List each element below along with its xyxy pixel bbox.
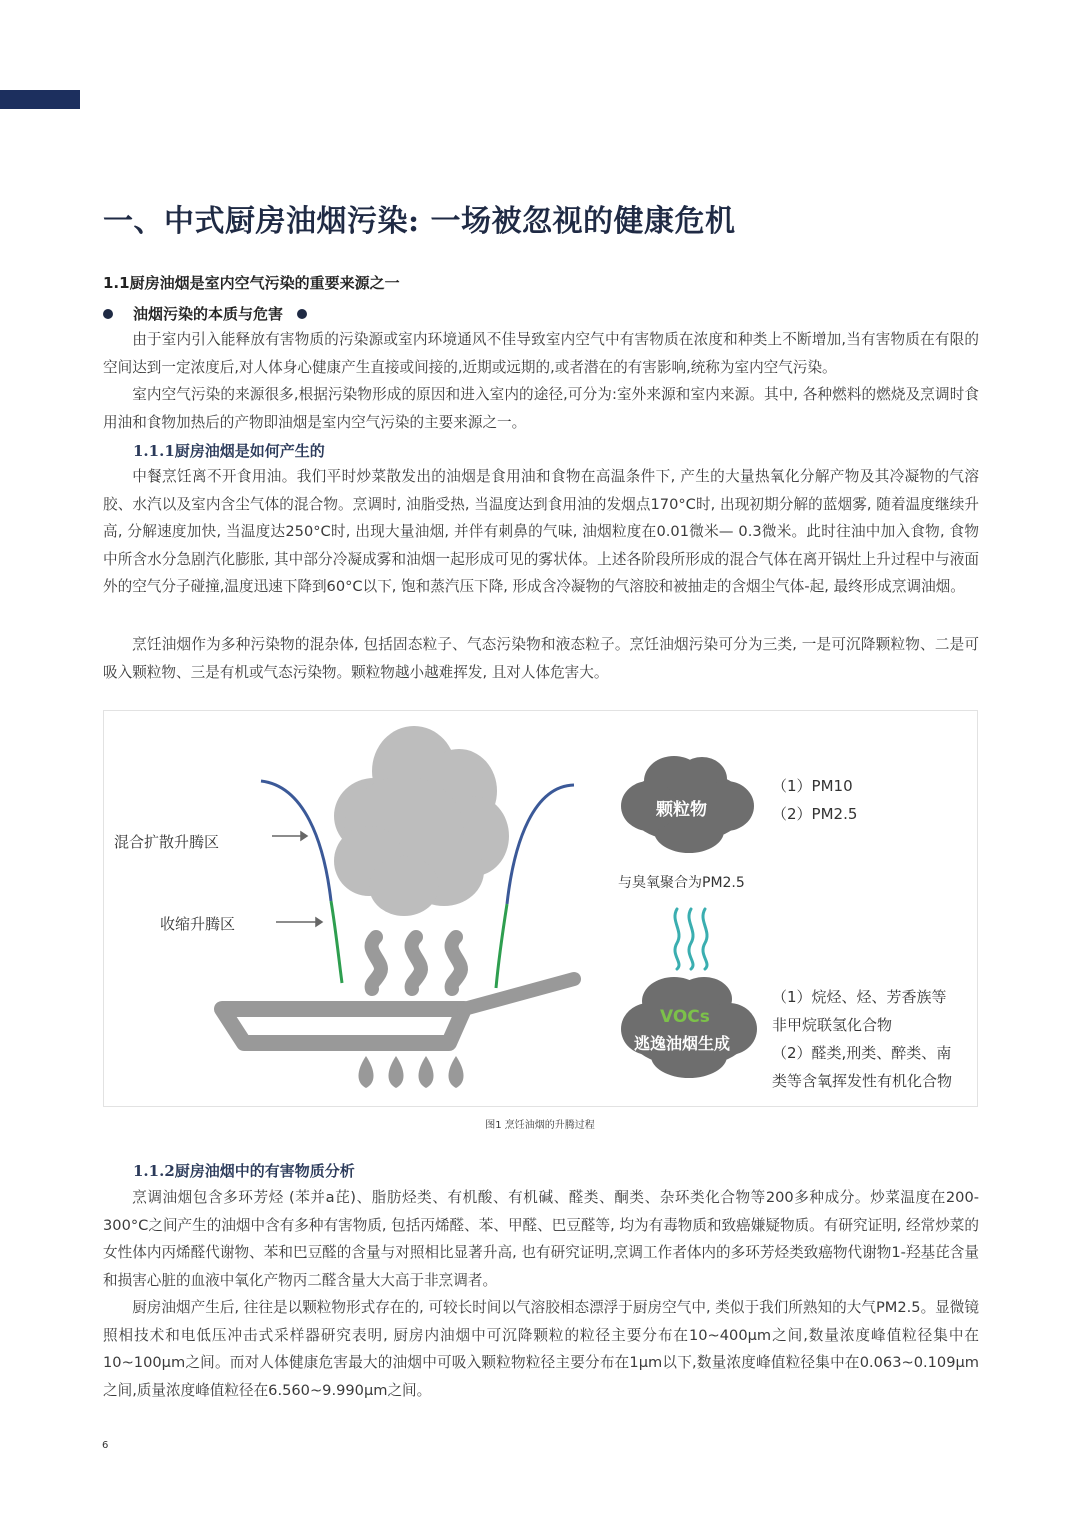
section-heading-1-1-1: 1.1.1厨房油烟是如何产生的 [133,442,325,460]
page-number: 6 [102,1440,109,1451]
bullet-dot-icon [297,309,307,319]
figure-cooking-fume-diagram [103,710,978,1107]
mixing-zone-curve-right [507,785,574,904]
vocs-item: （2）醛类,刑类、醉类、南 [772,1044,952,1062]
label-mixing-diffusion-zone: 混合扩散升腾区 [114,833,220,851]
paragraph: 室内空气污染的来源很多,根据污染物形成的原因和进入室内的途径,可分为:室外来源和室内来源。其中, 各种燃料的燃烧及烹调时食用油和食物加热后的产物即油烟是室内空气污染的主要来源之一。 [103,386,979,431]
contraction-zone-curve-left [331,901,342,983]
particles-cloud-label: 颗粒物 [656,800,707,820]
label-contraction-zone: 收缩升腾区 [160,915,236,933]
bullet-heading [103,303,307,324]
section-heading-1-1-2: 1.1.2厨房油烟中的有害物质分析 [133,1162,355,1180]
bullet-dot-icon [103,309,113,319]
smoke-cloud-icon [334,726,509,916]
arrow-icon [272,832,322,926]
vocs-title: VOCs [660,1007,710,1027]
bullet-heading-label: 油烟污染的本质与危害 [133,305,284,323]
ozone-polymerization-text: 与臭氧聚合为PM2.5 [618,875,745,891]
paragraph: 厨房油烟产生后, 往往是以颗粒物形式存在的, 可较长时间以气溶胶相态漂浮于厨房空气中, 类似于我们所熟知的大气PM2.5。显微镜照相技术和电低压冲击式采样器研究表明, 厨房内油烟中可沉降颗粒的粒径主要分布在10~400μm之间,数量浓度峰值粒径集中在10~100μm之间。而对人体健康危害最大的油烟中可吸入颗粒物粒径主要分布在1μm以下,数量浓度峰值粒径集中在0.063~0.109μm之间,质量浓度峰值粒径在6.560~9.990μm之间。 [103,1299,979,1399]
paragraph: 烹饪油烟作为多种污染物的混杂体, 包括固态粒子、气态污染物和液态粒子。烹饪油烟污染可分为三类, 一是可沉降颗粒物、二是可吸入颗粒物、三是有机或气态污染物。颗粒物越小越难挥发, 且对人体危害大。 [103,636,979,681]
heat-wave-icon [675,909,707,969]
header-accent-bar [0,90,80,109]
steam-icon [372,937,461,989]
mixing-zone-curve-left [261,781,331,901]
page-title: 一、中式厨房油烟污染: 一场被忽视的健康危机 [103,204,736,239]
vocs-cloud-icon [621,977,757,1078]
vocs-subtitle: 逃逸油烟生成 [634,1034,731,1053]
particles-item: （2）PM2.5 [772,805,858,823]
vocs-item: 类等含氧挥发性有机化合物 [772,1072,953,1090]
particles-item: （1）PM10 [772,777,853,795]
contraction-zone-curve-right [496,904,507,988]
section-heading-1-1: 1.1厨房油烟是室内空气污染的重要来源之一 [103,274,400,292]
paragraph: 中餐烹饪离不开食用油。我们平时炒菜散发出的油烟是食用油和食物在高温条件下, 产生的大量热氧化分解产物及其冷凝物的气溶胶、水汽以及室内含尘气体的混合物。烹调时, 油脂受热, 当温度达到食用油的发烟点170°C时, 出现初期分解的蓝烟雾, 随着温度继续升高, 分解速度加快, 当温度达250°C时, 出现大量油烟, 并伴有刺鼻的气味, 油烟粒度在0.01微米— 0.3微米。此时往油中加入食物, 食物中所含水分急剧汽化膨胀, 其中部分冷凝成雾和油烟一起形成可见的雾状体。上述各阶段所形成的混合气体在离开锅灶上升过程中与液面外的空气分子碰撞,温度迅速下降到60°C以下, 饱和蒸汽压下降, 形成含冷凝物的气溶胶和被抽走的含烟尘气体-起, 最终形成烹调油烟。 [103,468,979,595]
flame-icon [359,1056,464,1088]
frying-pan-icon [222,979,574,1043]
paragraph: 由于室内引入能释放有害物质的污染源或室内环境通风不佳导致室内空气中有害物质在浓度和种类上不断增加,当有害物质在有限的空间达到一定浓度后,对人体身心健康产生直接或间接的,近期或远期的,或者潜在的有害影响,统称为室内空气污染。 [103,331,979,376]
vocs-item: （1）烷烃、烃、芳香族等 [772,988,947,1006]
figure-caption: 图1 烹饪油烟的升腾过程 [485,1120,595,1131]
paragraph: 烹调油烟包含多环芳烃 (苯并a芘)、脂肪烃类、有机酸、有机碱、醛类、酮类、杂环类化合物等200多种成分。炒菜温度在200-300°C之间产生的油烟中含有多种有害物质, 包括丙烯醛、苯、甲醛、巴豆醛等, 均为有毒物质和致癌嫌疑物质。有研究证明, 经常炒菜的女性体内丙烯醛代谢物、苯和巴豆醛的含量与对照相比显著升高, 也有研究证明,烹调工作者体内的多环芳烃类致癌物代谢物1-羟基芘含量和损害心脏的血液中氧化产物丙二醛含量大大高于非烹调者。 [103,1189,979,1289]
vocs-item: 非甲烷联氢化合物 [772,1016,893,1034]
